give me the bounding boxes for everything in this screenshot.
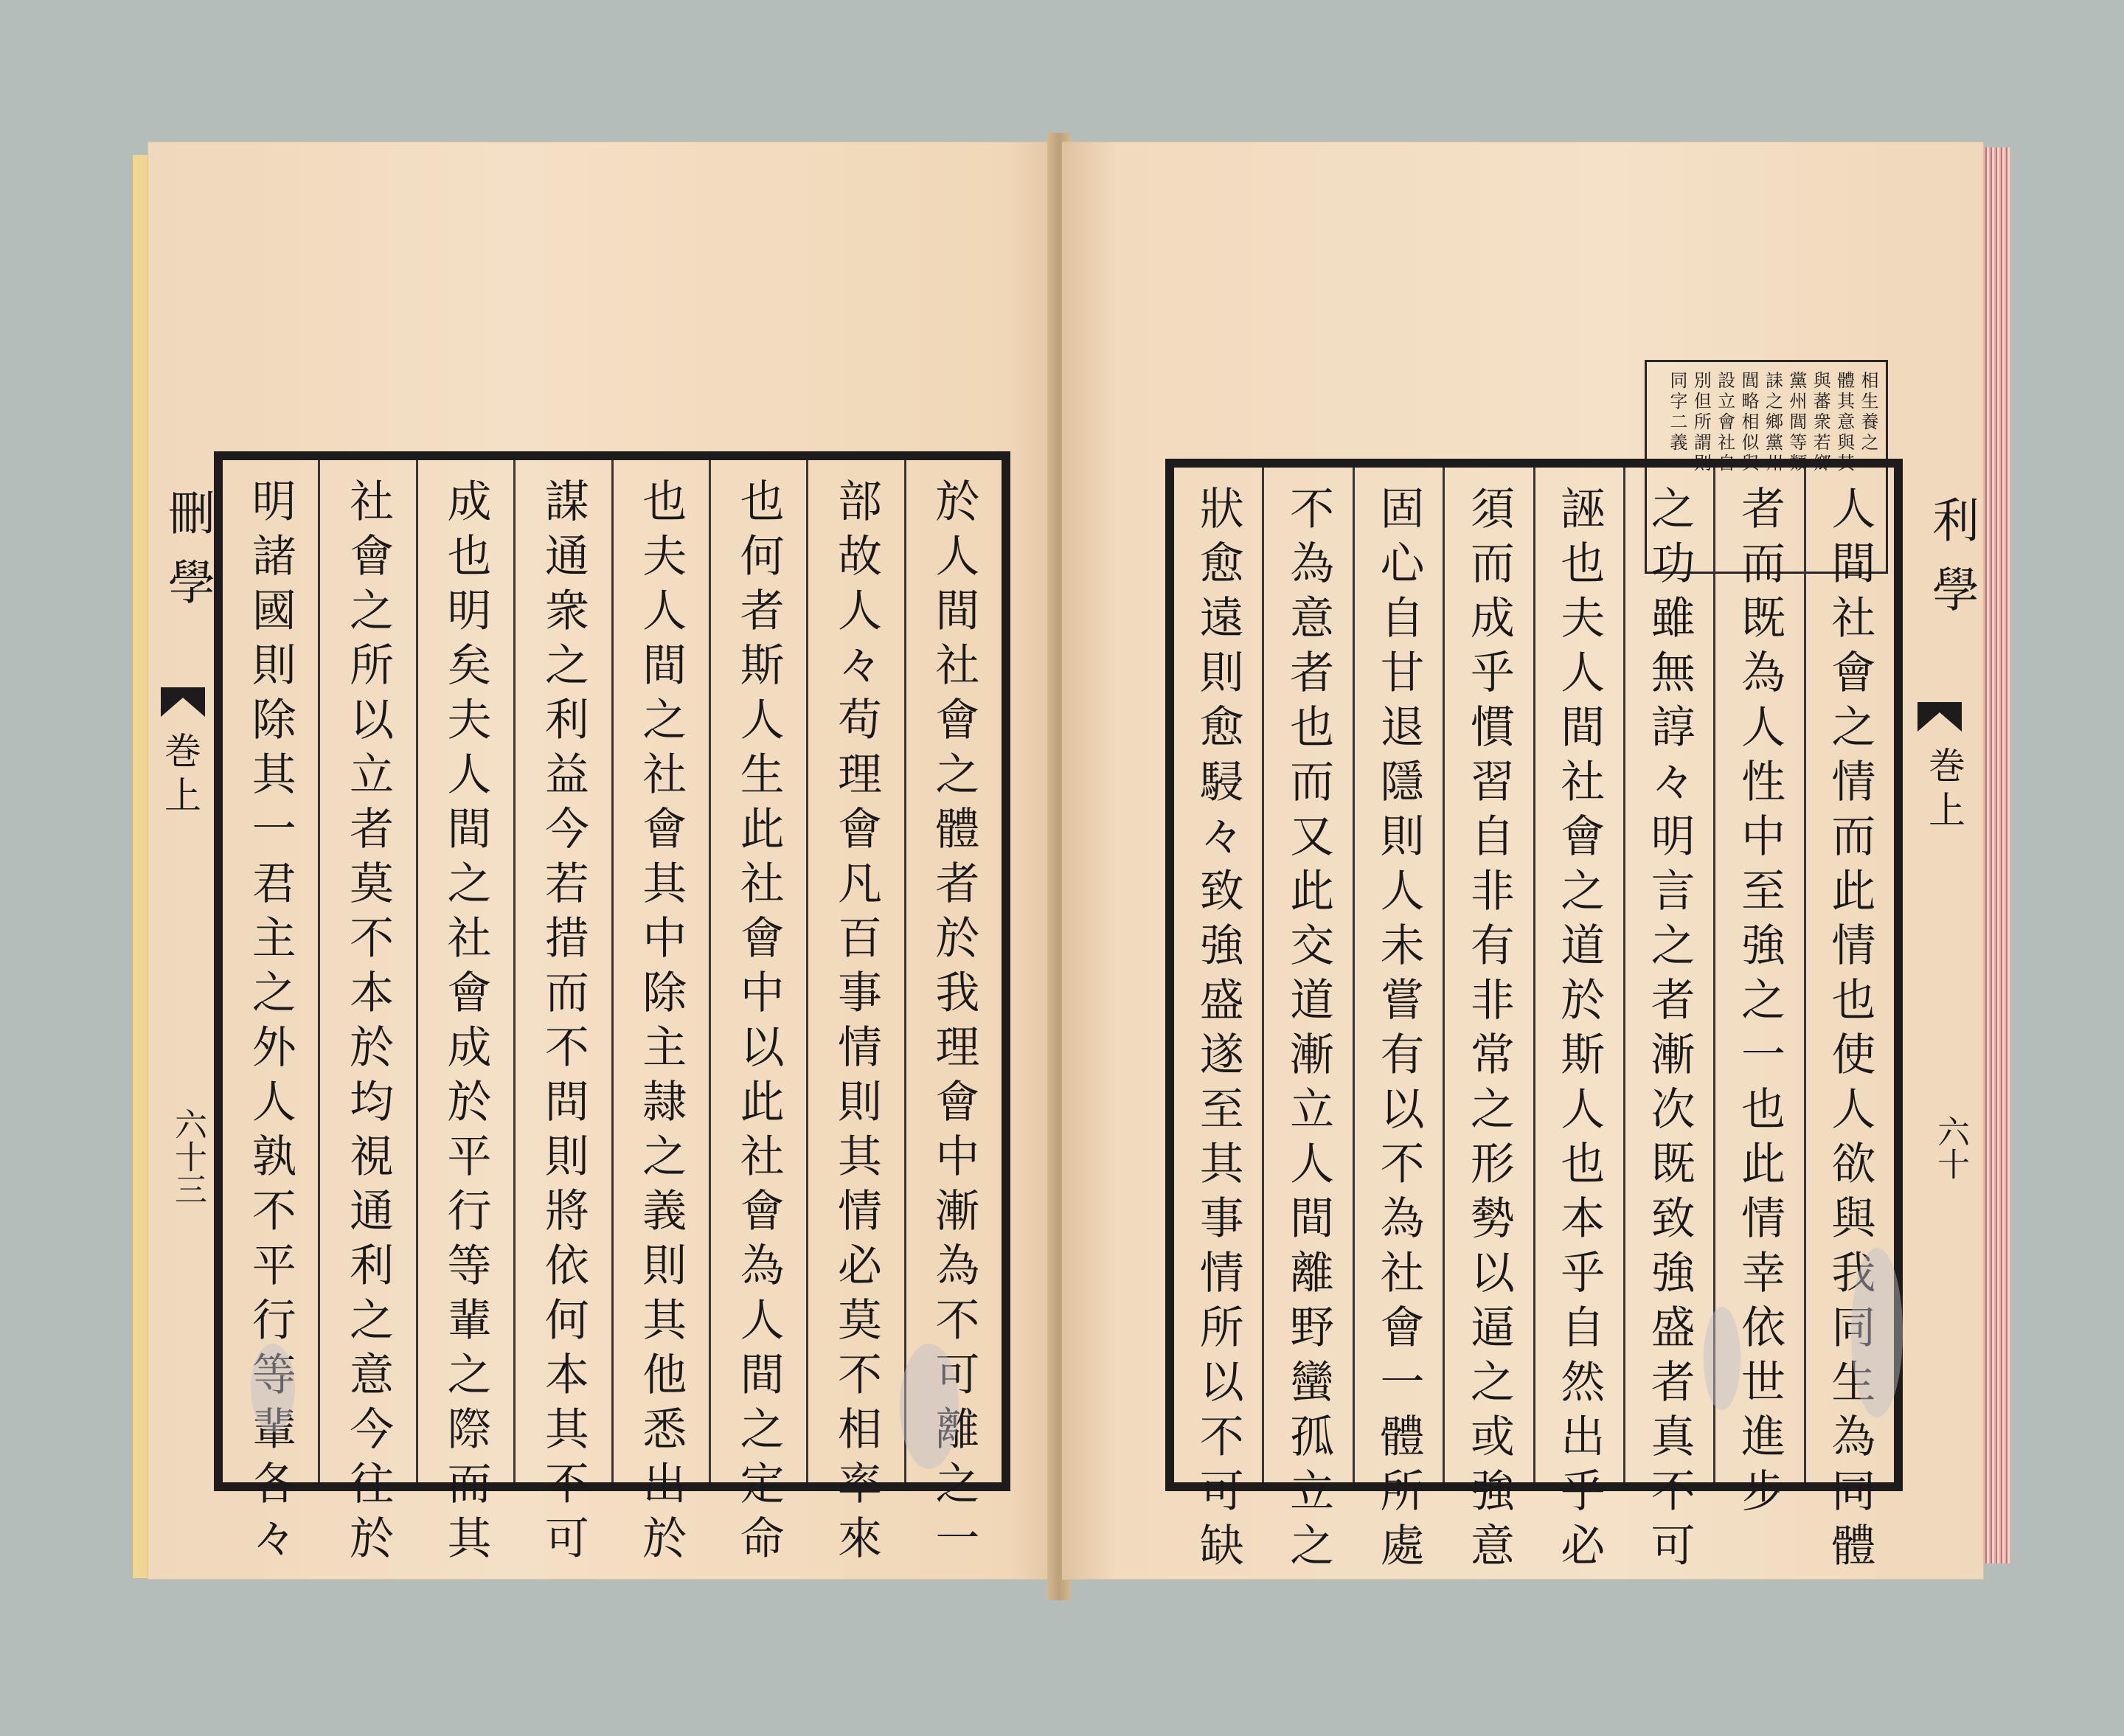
text-column: 明諸國則除其一君主之外人孰不平行等輩各々 [244, 478, 296, 1569]
paper-stain [900, 1344, 959, 1469]
text-column: 於人間社會之體者於我理會中漸為不可離之一 [904, 460, 1002, 1482]
text-column: 須而成乎慣習自非有非常之形勢以逼之或強意 [1443, 468, 1533, 1482]
text-column: 誣也夫人間社會之道於斯人也本乎自然出乎必 [1533, 468, 1623, 1482]
paper-stain [1704, 1307, 1740, 1410]
right-gutter-page-number: 六十 [1932, 1115, 1969, 1180]
right-text-frame [1165, 459, 1903, 1577]
right-gutter-title: 利學 [1924, 496, 1979, 634]
head-note: 相生養之一 體其意與其 與蕃衆若鄉 黨州閭等類 誄之鄉黨州 閭略相似與 設立會社自 別但所謂則 同字二義 [1645, 360, 1888, 574]
text-column: 謀通衆之利益今若措而不問則將依何本其不可 [513, 460, 611, 1482]
left-page [148, 142, 1055, 1580]
open-book [125, 133, 2013, 1600]
text-column: 固心自甘退隱則人未嘗有以不為社會一體所處 [1353, 468, 1443, 1482]
text-column: 者而既為人性中至強之一也此情幸依世進步 [1713, 468, 1803, 1482]
text-column: 部故人々苟理會凡百事情則其情必莫不相率來 [806, 460, 903, 1482]
text-column: 也夫人間之社會其中除主隷之義則其他悉出於 [611, 460, 709, 1482]
left-gutter-volume: 巻上 [159, 732, 201, 820]
text-column: 也何者斯人生此社會中以此社會為人間之定命 [709, 460, 806, 1482]
text-column: 之功雖無諄々明言之者漸次既致強盛者真不可 [1623, 468, 1713, 1482]
text-column: 不為意者也而又此交道漸立人間離野蠻孤立之 [1262, 468, 1352, 1482]
paper-stain [251, 1344, 295, 1432]
right-gutter-volume: 巻上 [1923, 746, 1965, 835]
left-gutter-page-number: 六十三 [169, 1108, 206, 1205]
text-column: 成也明矣夫人間之社會成於平行等輩之際而其 [416, 460, 513, 1482]
text-column: 社會之所以立者莫不本於均視通利之意今往於 [318, 460, 415, 1482]
left-text-frame [214, 451, 1010, 1569]
paper-stain [1851, 1248, 1903, 1417]
fishtail-mark-icon [1918, 702, 1962, 732]
text-column: 狀愈遠則愈駸々致強盛遂至其事情所以不可缺 [1192, 485, 1244, 1577]
fishtail-mark-icon [161, 687, 205, 717]
right-page [1062, 142, 1984, 1580]
left-gutter-title: 刪學 [160, 488, 215, 627]
text-column: 人間社會之情而此情也使人欲與我同生為同體 [1804, 468, 1894, 1482]
